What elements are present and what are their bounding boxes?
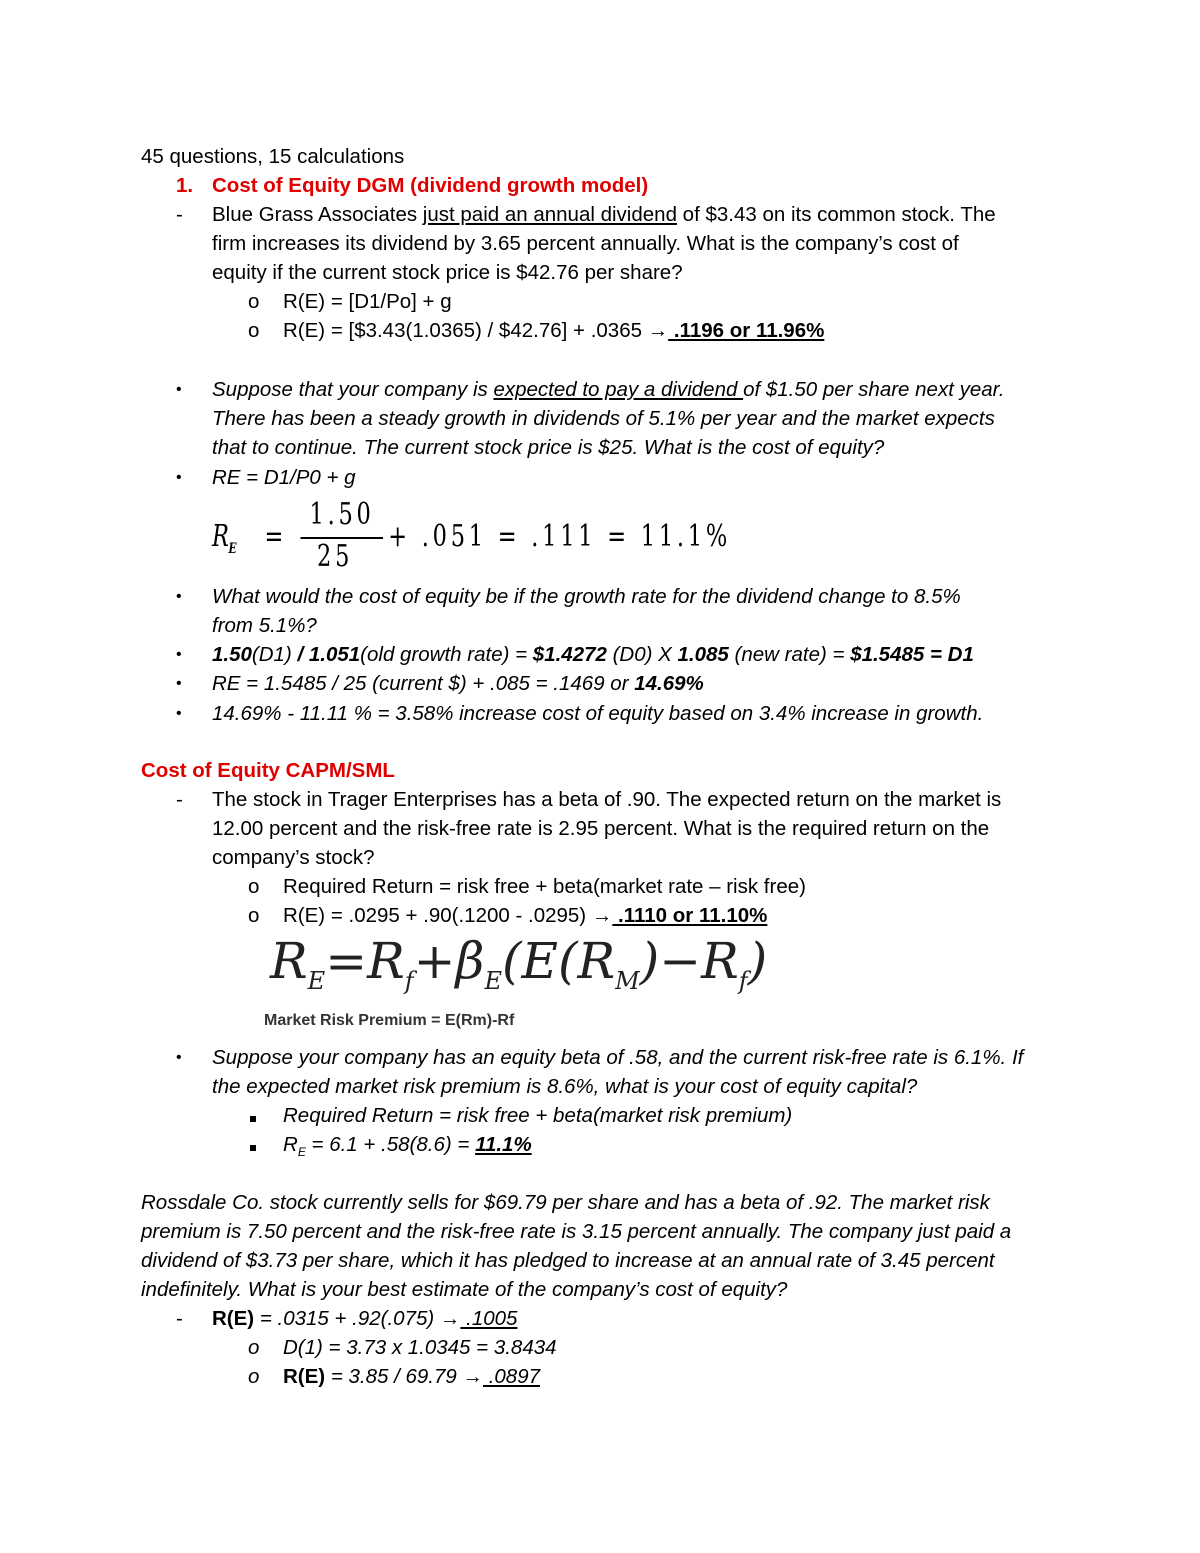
bullet-marker: • bbox=[176, 646, 182, 663]
bullet-marker: • bbox=[176, 675, 182, 692]
o-marker: o bbox=[248, 319, 260, 342]
rossdale-dgm: R(E) = 3.85 / 69.79 → .0897 bbox=[283, 1365, 540, 1388]
q3-line-2: from 5.1%? bbox=[212, 614, 317, 637]
bullet-marker: • bbox=[176, 469, 182, 486]
rossdale-line-2: premium is 7.50 percent and the risk-free rate is 3.15 percent annually. The company just paid a bbox=[141, 1220, 1012, 1243]
capm-sub-m: M bbox=[615, 967, 640, 995]
arrow-icon: → bbox=[591, 904, 613, 927]
q2-line-2: There has been a steady growth in dividends of 5.1% per year and the market expects bbox=[212, 407, 995, 430]
rossdale-line-4: indefinitely. What is your best estimate of the company’s cost of equity? bbox=[141, 1278, 788, 1301]
arrow-icon: → bbox=[439, 1307, 461, 1330]
capm-sub-e: E bbox=[484, 967, 502, 995]
doc-header: 45 questions, 15 calculations bbox=[141, 145, 405, 168]
dgm-r: R bbox=[212, 519, 233, 554]
square-bullet-marker bbox=[250, 1131, 256, 1159]
dash-marker: - bbox=[176, 203, 183, 226]
dash-marker: - bbox=[176, 788, 183, 811]
q1-line-1: Blue Grass Associates just paid an annual dividend of $3.43 on its common stock. The bbox=[212, 203, 996, 226]
capm-q1-answer: .1110 or 11.10% bbox=[612, 904, 768, 927]
dgm-numerator: 1.50 bbox=[309, 497, 375, 532]
capm-plus: + bbox=[413, 932, 456, 990]
q3-diff: 14.69% - 11.11 % = 3.58% increase cost of equity based on 3.4% increase in growth. bbox=[212, 702, 984, 725]
dgm-rest: + .051 = .111 = 11.1% bbox=[388, 519, 731, 554]
capm-q2-line-1: Suppose your company has an equity beta of .58, and the current risk-free rate is 6.1%. If bbox=[212, 1046, 1024, 1069]
capm-sub-e: E bbox=[307, 967, 326, 995]
capm-q2-answer: 11.1% bbox=[475, 1133, 532, 1156]
rossdale-line-1: Rossdale Co. stock currently sells for $69.79 per share and has a beta of .92. The market risk bbox=[141, 1191, 990, 1214]
capm-q2-line-2: the expected market risk premium is 8.6%, what is your cost of equity capital? bbox=[212, 1075, 918, 1098]
arrow-icon: → bbox=[647, 319, 669, 342]
capm-close: ) bbox=[747, 932, 768, 990]
capm-open: (E(R bbox=[501, 932, 616, 990]
capm-equals: = bbox=[325, 932, 368, 990]
capm-rf: R bbox=[367, 932, 405, 990]
capm-q1-line-2: 12.00 percent and the risk-free rate is 2.95 percent. What is the required return on the bbox=[212, 817, 990, 840]
capm-q2-formula: Required Return = risk free + beta(market risk premium) bbox=[283, 1104, 793, 1127]
q1-answer: .1196 or 11.96% bbox=[668, 319, 825, 342]
q2-line-1: Suppose that your company is expected to pay a dividend of $1.50 per share next year. bbox=[212, 378, 1005, 401]
section-2-title: Cost of Equity CAPM/SML bbox=[141, 759, 395, 782]
q3-line-1: What would the cost of equity be if the growth rate for the dividend change to 8.5% bbox=[212, 585, 961, 608]
q1-line-2: firm increases its dividend by 3.65 percent annually. What is the company’s cost of bbox=[212, 232, 959, 255]
bullet-marker: • bbox=[176, 1049, 182, 1066]
q3-re: RE = 1.5485 / 25 (current $) + .085 = .1469 or 14.69% bbox=[212, 672, 704, 695]
bullet-marker: • bbox=[176, 705, 182, 722]
o-marker: o bbox=[248, 1365, 260, 1388]
market-risk-premium-label: Market Risk Premium = E(Rm)-Rf bbox=[264, 1012, 515, 1029]
q2-line-3: that to continue. The current stock price is $25. What is the cost of equity? bbox=[212, 436, 885, 459]
section-1-number: 1. bbox=[176, 174, 194, 197]
capm-q1-solution: R(E) = .0295 + .90(.1200 - .0295) → .1110 or 11.10% bbox=[283, 904, 768, 927]
arrow-icon: → bbox=[462, 1365, 483, 1388]
capm-beta: β bbox=[455, 932, 485, 990]
capm-equation bbox=[262, 932, 822, 1042]
capm-sub-f: f bbox=[738, 967, 748, 995]
o-marker: o bbox=[248, 904, 260, 927]
rossdale-dgm-answer: .0897 bbox=[483, 1365, 540, 1388]
q2-formula: RE = D1/P0 + g bbox=[212, 466, 356, 489]
q3-calc: 1.50(D1) / 1.051(old growth rate) = $1.4272 (D0) X 1.085 (new rate) = $1.5485 = D1 bbox=[212, 643, 974, 666]
o-marker: o bbox=[248, 1336, 260, 1359]
bullet-marker: • bbox=[176, 381, 182, 398]
rossdale-d1: D(1) = 3.73 x 1.0345 = 3.8434 bbox=[283, 1336, 557, 1359]
dash-marker: - bbox=[176, 1307, 183, 1330]
rossdale-capm-answer: .1005 bbox=[460, 1307, 518, 1330]
rossdale-capm: R(E) = .0315 + .92(.075) → .1005 bbox=[212, 1307, 518, 1330]
dgm-r-sub: E bbox=[228, 541, 241, 557]
square-bullet-marker bbox=[250, 1102, 256, 1130]
q1-line-3: equity if the current stock price is $42.76 per share? bbox=[212, 261, 683, 284]
bullet-marker: • bbox=[176, 588, 182, 605]
dgm-equals: = bbox=[264, 519, 288, 554]
o-marker: o bbox=[248, 290, 260, 313]
rossdale-line-3: dividend of $3.73 per share, which it has pledged to increase at an annual rate of 3.45 percent bbox=[141, 1249, 995, 1272]
section-1-title: Cost of Equity DGM (dividend growth model) bbox=[212, 174, 649, 197]
capm-q1-line-1: The stock in Trager Enterprises has a beta of .90. The expected return on the market is bbox=[212, 788, 1002, 811]
capm-sub-f: f bbox=[404, 967, 414, 995]
q1-formula: R(E) = [D1/Po] + g bbox=[283, 290, 452, 313]
dgm-denominator: 25 bbox=[317, 539, 354, 574]
q1-solution: R(E) = [$3.43(1.0365) / $42.76] + .0365 → .1196 or 11.96% bbox=[283, 319, 825, 342]
o-marker: o bbox=[248, 875, 260, 898]
capm-q1-line-3: company’s stock? bbox=[212, 846, 375, 869]
capm-q2-solution: $R_E = 6.1 + .58(8.6) = 11.1\%$ bbox=[283, 1133, 532, 1160]
capm-mid: )−R bbox=[639, 932, 739, 990]
capm-formula-text: Required Return = risk free + beta(market rate – risk free) bbox=[283, 875, 806, 898]
dgm-equation bbox=[212, 495, 731, 580]
capm-r: R bbox=[270, 932, 308, 990]
